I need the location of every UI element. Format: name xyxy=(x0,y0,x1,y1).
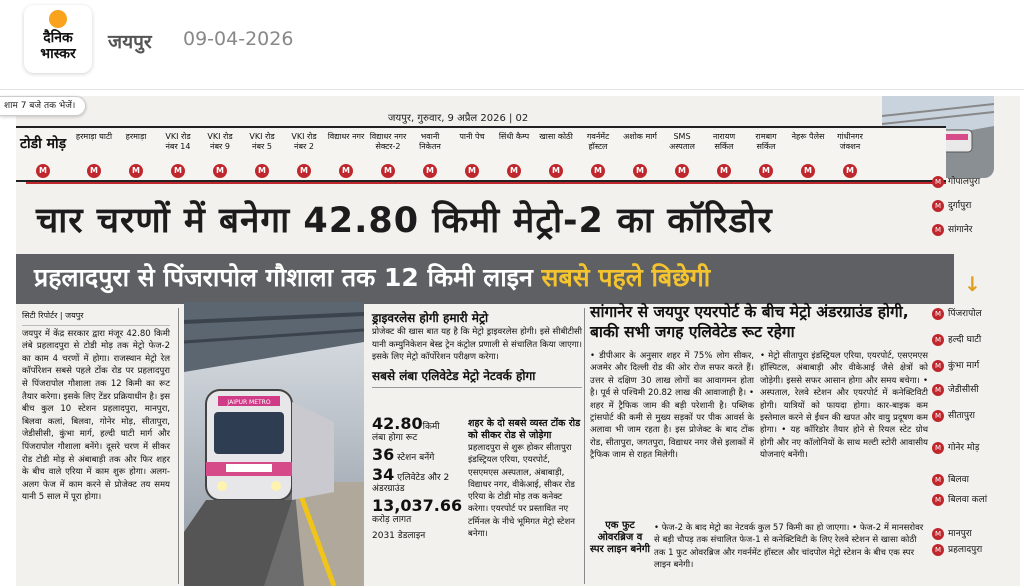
right-station-label: सांगानेर xyxy=(948,224,973,235)
ticker-strip[interactable]: शाम 7 बजे तक भेजें। xyxy=(0,96,86,116)
metro-stop-icon: M xyxy=(675,164,689,178)
foot-overbridge-label: एक फुट ओवरब्रिज व स्पर लाइन बनेगी xyxy=(590,520,650,555)
metro-stop-icon: M xyxy=(932,224,944,236)
station-label: नेहरू पैलेस xyxy=(791,132,825,141)
metro-stop-icon: M xyxy=(932,176,944,188)
edition-date: 09-04-2026 xyxy=(183,28,294,50)
story-column-3 xyxy=(372,310,582,541)
story-text: जयपुर में केंद्र सरकार द्वारा मंजूर 42.80 किमी लंबे प्रहलादपुरा से टोडी मोड़ तक मेट्रो फेज-2 का काम 4 चरणों में होगा। राजस्थान मेट्रो रेल कॉर्पोरेशन सबसे पहले टोंक रोड पर प्रहलादपुरा से पिंजरापोल गौशाला तक 12 किमी का रूट तैयार करेगा। इसके लिए टेंडर प्रक्रियाधीन है। इस बीच कुल 10 स्टेशन प्रहलादपुरा, मानपुरा, बिलवा कलां, बिलवा, गोनेर मोड़, सीतापुरा, जेडीसीसी, कुंभा मार्ग, हल्दी घाटी मार्ग और पिंजरापोल गौशाला बनेंगे। दूसरे चरण में सीकर रोड टोडी मोड़ से अंबाबाड़ी तक और फिर शहर के बीच वाले एरिया में काम शुरू होगा। अलग-अलग फेज में काम करने से प्रोजेक्ट तय समय यानी 5 साल में पूरा होगा। xyxy=(22,328,170,503)
story-column-4 xyxy=(590,302,928,571)
metro-stop-icon: M xyxy=(423,164,437,178)
subheadline xyxy=(34,260,710,294)
stat-elevated: 34 एलिवेटेड और 2 अंडरग्राउंड xyxy=(372,465,450,494)
dpr-points: • डीपीआर के अनुसार शहर में 75% लोग सीकर, अजमेर और दिल्ली रोड की ओर रोज सफर करते हैं। उत्तर से दक्षिण 30 लाख लोगों का आवागमन होता है। पूर्व से पश्चिमी 20.82 लाख की आवाजाही है। • शहर में ट्रैफिक जाम की बड़ी परेशानी है। पब्लिक ट्रांसपोर्ट की कमी से मुख्य सड़कों पर पीक आवर्स के अलावा भी जाम रहता है। इस प्रोजेक्ट के बाद टोंक रोड, सीतापुरा, जगतपुरा, विद्याधर नगर जैसे इलाकों में ट्रैफिक जाम से राहत मिलेगी। xyxy=(590,351,754,461)
right-station-label: बिलवा कलां xyxy=(948,494,988,505)
station-label: हरमाड़ा xyxy=(125,132,147,141)
connectivity-heading: शहर के दो सबसे व्यस्त टोंक रोड को सीकर रोड से जोड़ेगा xyxy=(468,418,581,441)
metro-stop-icon: M xyxy=(717,164,731,178)
station-label: पानी पेच xyxy=(459,132,485,141)
metro-stop-icon: M xyxy=(213,164,227,178)
right-station-label: जेडीसीसी xyxy=(948,384,979,395)
stat-deadline: 2031 डेडलाइन xyxy=(372,531,426,541)
metro-stop-icon: M xyxy=(759,164,773,178)
right-station xyxy=(932,360,1020,372)
city-name: जयपुर xyxy=(108,31,152,53)
station-label: सिंधी कैम्प xyxy=(498,132,530,141)
metro-stop-icon: M xyxy=(932,442,944,454)
app-header xyxy=(0,0,1024,90)
right-station xyxy=(932,334,1020,346)
metro-stop-icon: M xyxy=(932,474,944,486)
metro-stop-icon: M xyxy=(255,164,269,178)
driverless-heading: ड्राइवरलेस होगी हमारी मेट्रो xyxy=(372,311,489,325)
right-station xyxy=(932,176,1020,188)
right-station-label: पिंजरापोल xyxy=(948,308,982,319)
metro-stop-icon: M xyxy=(932,384,944,396)
logo-line1: दैनिक xyxy=(43,30,73,46)
right-station-label: सीतापुरा xyxy=(948,410,976,421)
connectivity-text: प्रहलादपुरा से शुरू होकर सीतापुरा इंडस्ट्रियल एरिया, एयरपोर्ट, एसएमएस अस्पताल, अंबाबाड़ी, विद्याधर नगर, वीकेआई, सीकर रोड एरिया के टोडी मोड़ तक कनेक्ट करेगा। एयरपोर्ट पर प्रस्तावित नए टर्मिनल के नीचे भूमिगत मेट्रो स्टेशन बनेगा। xyxy=(468,443,575,540)
metro-stop-icon: M xyxy=(932,544,944,556)
station-label: VKI रोड नंबर 2 xyxy=(291,132,317,151)
metro-stop-icon: M xyxy=(129,164,143,178)
station-label: खासा कोठी xyxy=(539,132,573,141)
stats-box xyxy=(372,414,463,547)
right-station xyxy=(932,474,1020,486)
metro-stop-icon: M xyxy=(36,164,50,178)
right-station xyxy=(932,384,1020,396)
station-label: VKI रोड नंबर 9 xyxy=(207,132,233,151)
down-arrow-icon: ↓ xyxy=(964,272,981,296)
subheadline-band xyxy=(16,254,954,304)
right-station xyxy=(932,528,1020,540)
metro-stop-icon: M xyxy=(507,164,521,178)
metro-stop-icon: M xyxy=(465,164,479,178)
stat-stations: 36 स्टेशन बनेंगे xyxy=(372,445,435,464)
route-line xyxy=(26,182,946,184)
right-station xyxy=(932,224,1020,236)
metro-stop-icon: M xyxy=(381,164,395,178)
edition-line: जयपुर, गुरुवार, 9 अप्रैल 2026 | 02 xyxy=(388,113,529,124)
right-station xyxy=(932,494,1020,506)
phase2-text: • फेज-2 के बाद मेट्रो का नेटवर्क कुल 57 किमी का हो जाएगा। • फेज-2 में मानसरोवर से बड़ी चौपड़ तक संचालित फेज-1 से कनेक्टिविटी के लिए रेलवे स्टेशन से खासा कोठी तक 1 फुट ओवरब्रिज और गवर्नमेंट हॉस्टल और चांदपोल मेट्रो स्टेशन के बीच एक स्पर लाइन बनेगी। xyxy=(654,523,924,571)
stat-route-length: 42.80किमी लंबा होगा रूट xyxy=(372,414,440,443)
right-station-label: दुर्गापुरा xyxy=(948,200,972,211)
train-sign: JAIPUR METRO xyxy=(227,399,271,406)
right-station-label: गोनेर मोड़ xyxy=(948,442,980,453)
right-station xyxy=(932,442,1020,454)
metro-stop-icon: M xyxy=(932,494,944,506)
station-label: रामबाग सर्किल xyxy=(755,132,777,151)
station-label: विद्याधर नगर xyxy=(327,132,365,141)
right-station-label: प्रहलादपुरा xyxy=(948,544,983,555)
metro-route-bar xyxy=(16,126,946,182)
right-station-label: गोपालपुरा xyxy=(948,176,981,187)
byline: सिटी रिपोर्टर | जयपुर xyxy=(22,310,170,326)
station-label: अशोक मार्ग xyxy=(623,132,657,141)
station-label: नारायण सर्किल xyxy=(712,132,736,151)
subheadline-highlight: सबसे पहले बिछेगी xyxy=(541,263,711,292)
sun-icon xyxy=(49,10,67,28)
right-station xyxy=(932,200,1020,212)
metro-stop-icon: M xyxy=(932,528,944,540)
metro-stop-icon: M xyxy=(297,164,311,178)
right-station xyxy=(932,544,1020,556)
metro-stop-icon: M xyxy=(633,164,647,178)
benefit-points: • मेट्रो सीतापुरा इंडस्ट्रियल एरिया, एयरपोर्ट, एसएमएस हॉस्पिटल, अंबाबाड़ी और वीकेआई जैसे क्षेत्रों को जोड़ेगी। इससे सफर आसान होगा और समय बचेगा। • अस्पताल, रेलवे स्टेशन और एयरपोर्ट में कनेक्टिविटी होगी। यात्रियों को फायदा होगा। कार-बाइक कम इस्तेमाल करने से ईंधन की खपत और वायु प्रदूषण कम होगा। • यह कॉरिडोर तैयार होने से रियल स्टेट ग्रोथ होगी और नए कॉलोनियों के साथ मल्टी स्टोरी आवासीय योजनाएं बनेंगी। xyxy=(760,351,928,461)
metro-stop-icon: M xyxy=(843,164,857,178)
metro-stop-icon: M xyxy=(932,360,944,372)
right-station xyxy=(932,410,1020,422)
epaper-page[interactable] xyxy=(16,96,1020,586)
metro-stop-icon: M xyxy=(549,164,563,178)
right-station xyxy=(932,308,1020,320)
station-label: हरमाड़ा घाटी xyxy=(75,132,113,141)
station-label: भवानी निकेतन xyxy=(419,132,441,151)
station-label: गवर्नमेंट हॉस्टल xyxy=(586,132,610,151)
metro-stop-icon: M xyxy=(801,164,815,178)
elevated-heading: सबसे लंबा एलिवेटेड मेट्रो नेटवर्क होगा xyxy=(372,368,582,388)
station-label: SMS अस्पताल xyxy=(669,132,695,151)
metro-stop-icon: M xyxy=(932,410,944,422)
station-label: VKI रोड नंबर 5 xyxy=(249,132,275,151)
stat-cost: 13,037.66 करोड़ लागत xyxy=(372,496,463,525)
station-label: VKI रोड नंबर 14 xyxy=(165,132,191,151)
column-divider xyxy=(584,308,585,584)
headline: चार चरणों में बनेगा 42.80 किमी मेट्रो-2 का कॉरिडोर xyxy=(36,201,773,241)
station-label: विद्याधर नगर सेक्टर-2 xyxy=(369,132,407,151)
right-station-label: बिलवा xyxy=(948,474,969,485)
connectivity-story xyxy=(468,418,582,540)
metro-stop-icon: M xyxy=(591,164,605,178)
metro-stop-icon: M xyxy=(87,164,101,178)
story-column-1 xyxy=(22,310,170,504)
station-label: गांधीनगर जंक्शन xyxy=(837,132,863,151)
column-divider xyxy=(178,308,179,584)
metro-stop-icon: M xyxy=(171,164,185,178)
first-station: टोडी मोड़ xyxy=(20,136,67,152)
logo-line2: भास्कर xyxy=(40,46,76,62)
metro-stop-icon: M xyxy=(932,308,944,320)
driverless-text: प्रोजेक्ट की खास बात यह है कि मेट्रो ड्राइवरलेस होगी। इसे सीबीटीसी यानी कम्युनिकेशन बेस्ड ट्रेन कंट्रोल प्रणाली से संचालित किया जाएगा। इसके लिए मेट्रो कॉर्पोरेशन परीक्षण करेगा। xyxy=(372,327,582,363)
metro-stop-icon: M xyxy=(339,164,353,178)
metro-train-photo xyxy=(184,302,364,586)
right-station-label: कुंभा मार्ग xyxy=(948,360,980,371)
metro-stop-icon: M xyxy=(932,200,944,212)
underground-heading: सांगानेर से जयपुर एयरपोर्ट के बीच मेट्रो अंडरग्राउंड होगी, बाकी सभी जगह एलिवेटेड रूट रहेगा xyxy=(590,303,909,341)
subheadline-main: प्रहलादपुरा से पिंजरापोल गौशाला तक 12 किमी लाइन xyxy=(34,263,542,292)
dainik-bhaskar-logo[interactable] xyxy=(24,5,92,73)
metro-stop-icon: M xyxy=(932,334,944,346)
right-station-label: मानपुरा xyxy=(948,528,972,539)
right-station-label: हल्दी घाटी xyxy=(948,334,982,345)
